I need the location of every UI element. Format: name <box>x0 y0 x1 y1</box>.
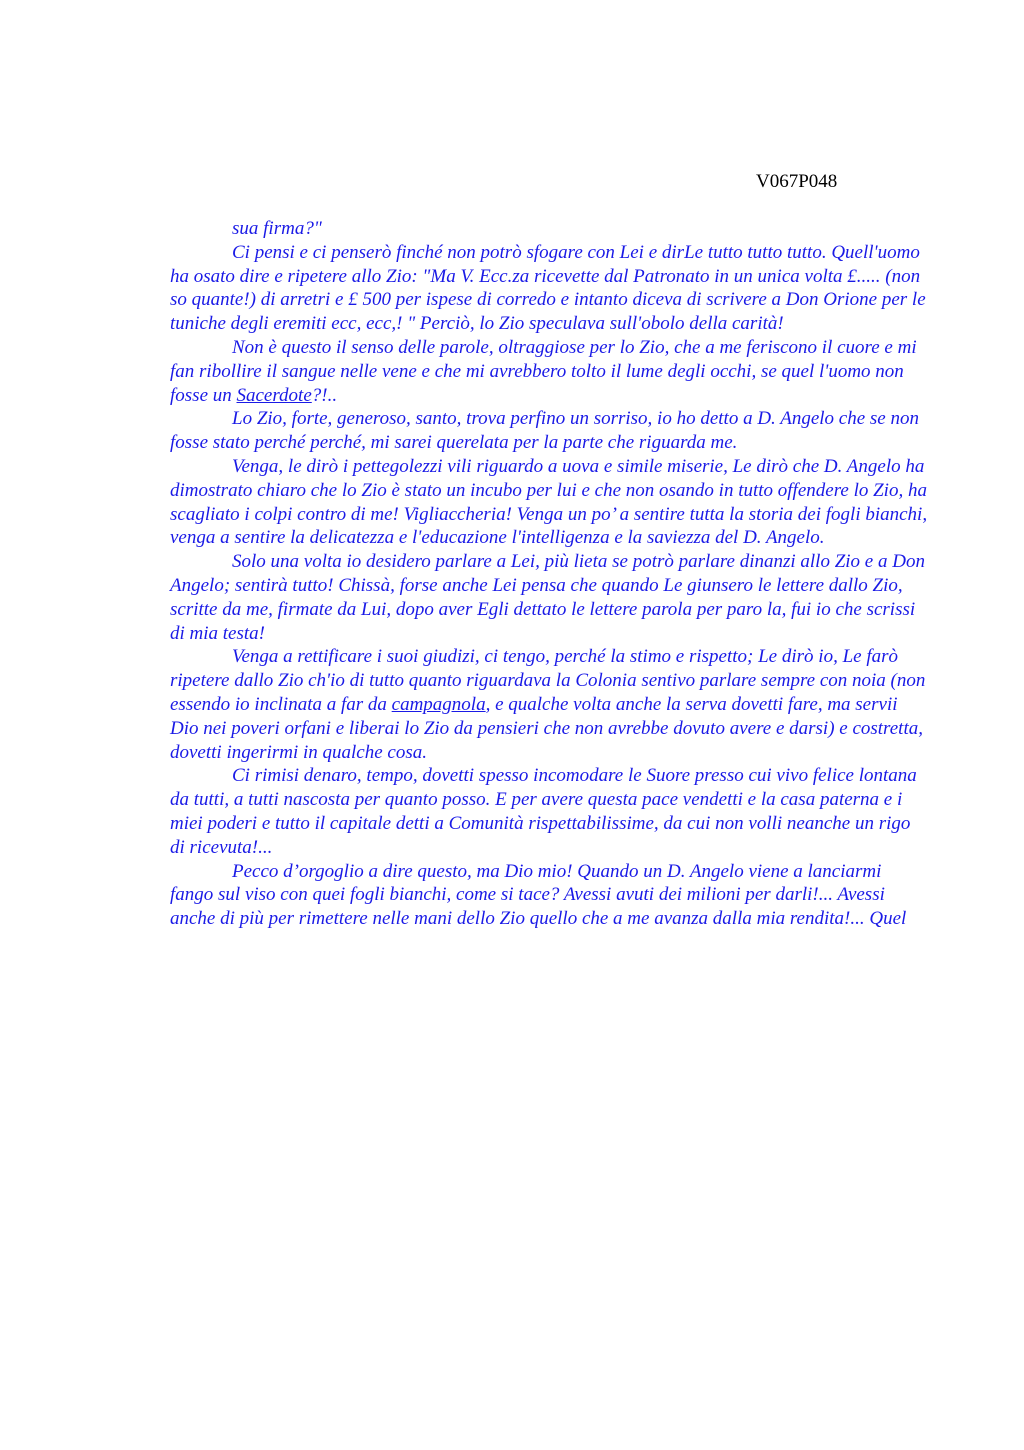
paragraph-text: , e qualche volta anche la serva dovetti fare, ma servii Dio nei poveri orfani e liberai lo Zio da pensieri che non avrebbe dovuto avere e darsi) e costretta, dovetti ingerirmi in qualche cosa. <box>170 693 923 763</box>
paragraph <box>170 336 928 407</box>
paragraph-text: sua firma?" <box>232 218 322 239</box>
paragraph <box>170 455 928 550</box>
paragraph <box>170 764 928 859</box>
paragraph-text: Ci pensi e ci penserò finché non potrò sfogare con Lei e dirLe tutto tutto tutto. Quell'uomo ha osato dire e ripetere allo Zio: "Ma V. Ecc.za ricevette dal Patronato in un unica volta £..... (non so quante!) di arretri e £ 500 per ispese di corredo e intanto diceva di scrivere a Don Orione per le tuniche degli eremiti ecc, ecc,! " Perciò, lo Zio speculava sull'obolo della carità! <box>170 241 926 335</box>
page-code: V067P048 <box>756 171 838 192</box>
paragraph <box>170 550 928 645</box>
paragraph <box>170 645 928 764</box>
paragraph-text: Non è questo il senso delle parole, oltraggiose per lo Zio, che a me feriscono il cuore e mi fan ribollire il sangue nelle vene e che mi avrebbero tolto il lume degli occhi, se quel l'uomo non fosse un <box>170 336 917 406</box>
paragraph <box>170 407 928 455</box>
paragraph-text: Venga, le dirò i pettegolezzi vili riguardo a uova e simile miserie, Le dirò che D. Angelo ha dimostrato chiaro che lo Zio è stato un incubo per lui e che non osando in tutto offendere lo Zio, ha scagliato i colpi contro di me! Vigliaccheria! Venga un po’ a sentire tutta la storia dei fogli bianchi, venga a sentire la delicatezza e l'educazione l'intelligenza e la saviezza del D. Angelo. <box>170 455 928 549</box>
underlined-word: Sacerdote <box>236 384 312 406</box>
letter-body <box>170 217 928 931</box>
paragraph <box>170 860 928 931</box>
paragraph-text: Pecco d’orgoglio a dire questo, ma Dio mio! Quando un D. Angelo viene a lanciarmi fango sul viso con quei fogli bianchi, come si tace? Avessi avuti dei milioni per darli!... Avessi anche di più per rimettere nelle mani dello Zio quello che a me avanza dalla mia rendita!... Quel <box>170 860 907 930</box>
paragraph <box>170 241 928 336</box>
paragraph-text: ?!.. <box>311 384 338 406</box>
paragraph-text: Solo una volta io desidero parlare a Lei, più lieta se potrò parlare dinanzi allo Zio e a Don Angelo; sentirà tutto! Chissà, forse anche Lei pensa che quando Le giunsero le lettere dallo Zio, scritte da me, firmate da Lui, dopo aver Egli dettato le lettere parola per paro la, fui io che scrissi di mia testa! <box>170 551 925 644</box>
paragraph-text: Venga a rettificare i suoi giudizi, ci tengo, perché la stimo e rispetto; Le dirò io, Le farò ripetere dallo Zio ch'io di tutto quanto riguardava la Colonia sentivo parlare sempre con noia (non essendo io inclinata a far da <box>170 646 926 715</box>
underlined-word: campagnola <box>391 693 486 715</box>
paragraph <box>170 217 928 241</box>
paragraph-text: Lo Zio, forte, generoso, santo, trova perfino un sorriso, io ho detto a D. Angelo che se non fosse stato perché perché, mi sarei querelata per la parte che riguarda me. <box>170 408 919 454</box>
paragraph-text: Ci rimisi denaro, tempo, dovetti spesso incomodare le Suore presso cui vivo felice lontana da tutti, a tutti nascosta per quanto posso. E per avere questa pace vendetti e la casa paterna e i miei poderi e tutto il capitale detti a Comunità rispettabilissime, da cui non volli neanche un rigo di ricevuta!... <box>170 765 917 858</box>
